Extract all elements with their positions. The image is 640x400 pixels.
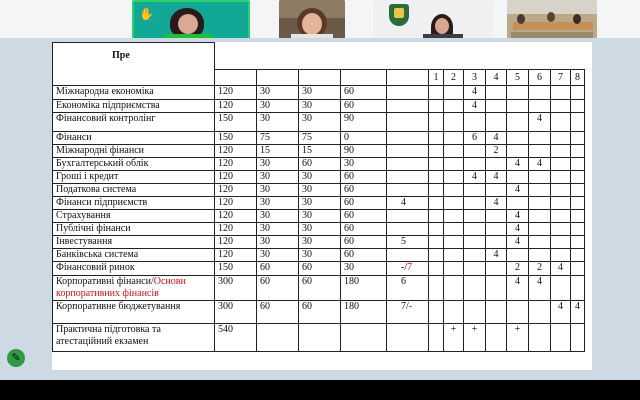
discipline-name: Міжнародні фінанси	[53, 145, 215, 158]
bottom-bar	[0, 380, 640, 400]
hours-cell: 300	[215, 276, 257, 301]
semester-cell: 4	[507, 223, 529, 236]
participant-face-p3	[435, 18, 449, 34]
discipline-name: Інвестування	[53, 236, 215, 249]
semester-cell	[486, 301, 507, 324]
raised-hand-icon: ✋	[139, 7, 154, 21]
semester-cell	[571, 276, 585, 301]
semester-cell	[429, 145, 444, 158]
discipline-name	[53, 276, 215, 301]
semester-cell	[507, 86, 529, 100]
semester-cell	[507, 301, 529, 324]
semester-cell: 4	[571, 301, 585, 324]
hours-cell: 30	[299, 86, 341, 100]
semester-cell	[551, 132, 571, 145]
form-cell-alt: -	[408, 301, 413, 312]
hours-cell: 60	[257, 262, 299, 276]
hours-cell: 75	[257, 132, 299, 145]
semester-cell	[429, 197, 444, 210]
hours-cell: 150	[215, 132, 257, 145]
semester-cell	[571, 249, 585, 262]
semester-cell: 4	[551, 301, 571, 324]
hours-cell: 120	[215, 100, 257, 113]
hours-cell: 75	[299, 132, 341, 145]
hours-cell: 60	[341, 197, 387, 210]
semester-cell	[486, 223, 507, 236]
table-row	[53, 184, 585, 197]
semester-cell	[551, 145, 571, 158]
hours-cell: 30	[257, 197, 299, 210]
semester-cell	[507, 171, 529, 184]
student-3-p4	[573, 14, 581, 24]
form-cell	[387, 113, 429, 132]
semester-cell	[486, 158, 507, 171]
semester-cell: 4	[486, 197, 507, 210]
semester-cell	[486, 100, 507, 113]
hours-cell: 150	[215, 113, 257, 132]
table-row	[53, 262, 585, 276]
semester-cell: 6	[464, 132, 486, 145]
semester-cell	[429, 236, 444, 249]
semester-cell: 4	[529, 113, 551, 132]
semester-cell	[551, 236, 571, 249]
semester-cell	[444, 236, 464, 249]
form-cell: 6	[387, 276, 429, 301]
semester-cell: 2	[507, 262, 529, 276]
semester-cell	[529, 184, 551, 197]
form-cell-part: -/	[401, 262, 408, 273]
table-row	[53, 100, 585, 113]
hours-cell: 60	[341, 100, 387, 113]
semester-cell	[529, 132, 551, 145]
hours-cell: 30	[257, 100, 299, 113]
semester-cell	[444, 86, 464, 100]
semester-cell	[507, 132, 529, 145]
semester-cell	[571, 236, 585, 249]
semester-cell	[529, 145, 551, 158]
discipline-name: Фінанси	[53, 132, 215, 145]
hours-cell: 60	[341, 249, 387, 262]
table-row	[53, 324, 585, 352]
discipline-name: Страхування	[53, 210, 215, 223]
semester-cell	[444, 145, 464, 158]
semester-cell	[464, 236, 486, 249]
semester-cell	[464, 276, 486, 301]
semester-cell	[429, 301, 444, 324]
table-row	[53, 145, 585, 158]
form-cell	[387, 86, 429, 100]
form-cell	[387, 249, 429, 262]
semester-cell	[571, 262, 585, 276]
semester-cell	[486, 262, 507, 276]
table-row	[53, 223, 585, 236]
semester-cell	[571, 223, 585, 236]
semester-cell	[529, 171, 551, 184]
hours-cell: 30	[341, 158, 387, 171]
classroom-desks-p4	[513, 22, 593, 30]
semester-cell	[444, 249, 464, 262]
semester-cell	[464, 145, 486, 158]
semester-cell	[551, 171, 571, 184]
semester-cell	[507, 113, 529, 132]
semester-cell	[507, 197, 529, 210]
hours-cell: 0	[341, 132, 387, 145]
form-cell	[387, 184, 429, 197]
hours-cell: 180	[341, 301, 387, 324]
semester-cell	[444, 158, 464, 171]
semester-cell	[429, 184, 444, 197]
semester-cell	[571, 132, 585, 145]
semester-cell	[551, 223, 571, 236]
table-row	[53, 113, 585, 132]
form-cell-part: 7/	[401, 301, 409, 312]
hours-cell: 300	[215, 301, 257, 324]
semester-header-2: 2	[444, 70, 464, 86]
form-cell	[387, 324, 429, 352]
semester-cell	[429, 113, 444, 132]
hours-cell: 30	[257, 171, 299, 184]
semester-cell	[571, 86, 585, 100]
semester-cell	[444, 132, 464, 145]
form-cell	[387, 262, 429, 276]
semester-cell	[429, 324, 444, 352]
semester-cell: 4	[507, 236, 529, 249]
semester-cell	[529, 86, 551, 100]
semester-header-1: 1	[429, 70, 444, 86]
discipline-name: Банківська система	[53, 249, 215, 262]
semester-cell	[444, 262, 464, 276]
semester-cell	[464, 158, 486, 171]
discipline-name: Корпоративне бюджетування	[53, 301, 215, 324]
presentation-slide	[52, 42, 592, 370]
hours-cell	[299, 324, 341, 352]
semester-cell	[429, 132, 444, 145]
semester-header-5: 5	[507, 70, 529, 86]
semester-cell: 4	[464, 86, 486, 100]
semester-cell: 4	[486, 132, 507, 145]
table-row	[53, 301, 585, 324]
discipline-name: Фінансовий ринок	[53, 262, 215, 276]
hours-cell: 120	[215, 86, 257, 100]
hours-cell: 30	[257, 236, 299, 249]
semester-cell	[444, 276, 464, 301]
header-label: Пре	[112, 50, 130, 62]
semester-cell	[551, 210, 571, 223]
form-cell	[387, 210, 429, 223]
semester-cell	[444, 113, 464, 132]
semester-cell	[507, 145, 529, 158]
edit-button[interactable]	[7, 349, 25, 367]
hours-cell: 60	[299, 301, 341, 324]
discipline-name: Практична підготовка та атестаційний екзамен	[53, 324, 215, 352]
table-row	[53, 210, 585, 223]
form-cell	[387, 100, 429, 113]
semester-cell	[529, 249, 551, 262]
table-row	[53, 171, 585, 184]
semester-cell	[529, 210, 551, 223]
semester-cell	[507, 100, 529, 113]
semester-cell	[429, 100, 444, 113]
hours-cell: 180	[341, 276, 387, 301]
semester-cell	[464, 301, 486, 324]
semester-cell	[429, 223, 444, 236]
semester-cell	[551, 197, 571, 210]
semester-cell	[429, 171, 444, 184]
discipline-name: Фінанси підприємств	[53, 197, 215, 210]
discipline-name: Гроші і кредит	[53, 171, 215, 184]
table-row	[53, 276, 585, 301]
semester-header-8: 8	[571, 70, 585, 86]
semester-cell	[529, 197, 551, 210]
semester-cell	[571, 100, 585, 113]
discipline-name-part: Корпоративні фінанси/	[56, 276, 154, 287]
semester-cell	[486, 113, 507, 132]
semester-cell: 4	[507, 158, 529, 171]
hours-cell: 120	[215, 197, 257, 210]
semester-cell	[571, 158, 585, 171]
semester-cell	[571, 197, 585, 210]
hours-cell: 60	[299, 276, 341, 301]
hours-cell: 60	[257, 276, 299, 301]
semester-cell	[486, 324, 507, 352]
hours-cell: 30	[299, 113, 341, 132]
form-cell	[387, 132, 429, 145]
semester-cell	[551, 86, 571, 100]
hours-cell: 120	[215, 223, 257, 236]
semester-cell	[464, 113, 486, 132]
hours-cell: 120	[215, 210, 257, 223]
hours-cell: 30	[299, 197, 341, 210]
semester-cell: 4	[529, 158, 551, 171]
semester-cell	[444, 100, 464, 113]
hours-cell: 60	[341, 184, 387, 197]
hours-cell: 30	[257, 158, 299, 171]
hours-cell: 60	[299, 262, 341, 276]
form-cell-alt: 7	[407, 262, 413, 273]
hours-cell: 30	[299, 223, 341, 236]
discipline-name: Публічні фінанси	[53, 223, 215, 236]
semester-cell	[464, 262, 486, 276]
semester-cell: 4	[486, 249, 507, 262]
discipline-name-alt: Основи корпоративних фінансів	[56, 276, 186, 299]
table-row	[53, 236, 585, 249]
participant-face-p1	[178, 14, 198, 34]
semester-cell: +	[444, 324, 464, 352]
semester-cell	[486, 86, 507, 100]
semester-cell	[429, 158, 444, 171]
semester-cell	[464, 210, 486, 223]
table-row	[53, 197, 585, 210]
semester-cell	[529, 236, 551, 249]
semester-cell: 4	[486, 171, 507, 184]
hours-cell: 60	[341, 223, 387, 236]
table-row	[53, 86, 585, 100]
discipline-name: Економіка підприємства	[53, 100, 215, 113]
hours-cell: 30	[299, 210, 341, 223]
semester-cell	[551, 276, 571, 301]
semester-cell: 2	[529, 262, 551, 276]
semester-cell	[429, 86, 444, 100]
semester-cell	[444, 171, 464, 184]
hours-cell	[257, 324, 299, 352]
semester-cell	[429, 276, 444, 301]
semester-cell: 2	[486, 145, 507, 158]
hours-cell: 30	[257, 113, 299, 132]
discipline-name: Бухгалтерський облік	[53, 158, 215, 171]
hours-cell: 30	[299, 184, 341, 197]
hours-cell: 120	[215, 158, 257, 171]
semester-cell	[551, 158, 571, 171]
hours-cell: 60	[341, 236, 387, 249]
discipline-name: Податкова система	[53, 184, 215, 197]
semester-cell	[551, 100, 571, 113]
hours-cell: 90	[341, 145, 387, 158]
semester-cell	[444, 184, 464, 197]
semester-cell	[551, 113, 571, 132]
semester-cell: 4	[464, 100, 486, 113]
semester-cell	[529, 324, 551, 352]
hours-cell: 15	[257, 145, 299, 158]
hours-cell: 90	[341, 113, 387, 132]
semester-cell	[429, 262, 444, 276]
student-1-p4	[517, 14, 525, 24]
hours-cell: 60	[341, 210, 387, 223]
student-2-p4	[547, 12, 555, 22]
form-cell	[387, 158, 429, 171]
semester-cell: 4	[529, 276, 551, 301]
semester-cell	[464, 184, 486, 197]
hours-cell: 15	[299, 145, 341, 158]
semester-cell	[464, 197, 486, 210]
form-cell: 5	[387, 236, 429, 249]
semester-cell: 4	[464, 171, 486, 184]
semester-cell	[571, 184, 585, 197]
form-cell	[387, 145, 429, 158]
hours-cell: 60	[299, 158, 341, 171]
hours-cell: 540	[215, 324, 257, 352]
hours-cell: 30	[257, 184, 299, 197]
semester-cell	[464, 223, 486, 236]
form-cell	[387, 301, 429, 324]
hours-cell: 30	[257, 86, 299, 100]
table-row	[53, 158, 585, 171]
semester-cell	[429, 210, 444, 223]
hours-cell: 30	[257, 249, 299, 262]
semester-cell	[444, 210, 464, 223]
semester-cell	[571, 324, 585, 352]
semester-cell	[551, 184, 571, 197]
discipline-name: Міжнародна економіка	[53, 86, 215, 100]
semester-header-7: 7	[551, 70, 571, 86]
hours-cell: 30	[341, 262, 387, 276]
semester-cell	[551, 249, 571, 262]
semester-cell	[429, 249, 444, 262]
hours-cell: 60	[341, 86, 387, 100]
semester-cell	[529, 223, 551, 236]
hours-cell: 30	[299, 171, 341, 184]
semester-cell: +	[507, 324, 529, 352]
participant-face-p2	[302, 13, 322, 35]
header-cell-name	[53, 43, 215, 70]
hours-cell	[341, 324, 387, 352]
curriculum-table	[52, 42, 585, 352]
semester-cell	[486, 236, 507, 249]
semester-cell	[444, 301, 464, 324]
hours-cell: 30	[299, 236, 341, 249]
form-cell	[387, 223, 429, 236]
hours-cell: 120	[215, 236, 257, 249]
hours-cell: 60	[341, 171, 387, 184]
semester-cell	[571, 145, 585, 158]
form-cell	[387, 171, 429, 184]
semester-cell	[529, 100, 551, 113]
semester-cell	[486, 210, 507, 223]
form-cell: 4	[387, 197, 429, 210]
semester-cell: 4	[507, 184, 529, 197]
hours-cell: 60	[257, 301, 299, 324]
semester-cell: 4	[507, 210, 529, 223]
semester-cell: +	[464, 324, 486, 352]
semester-cell	[571, 210, 585, 223]
semester-cell: 4	[507, 276, 529, 301]
semester-cell	[551, 324, 571, 352]
hours-cell: 30	[257, 223, 299, 236]
discipline-name: Фінансовий контролінг	[53, 113, 215, 132]
hours-cell: 120	[215, 171, 257, 184]
crest-emblem-icon	[394, 8, 404, 18]
hours-cell: 30	[299, 100, 341, 113]
semester-cell	[507, 249, 529, 262]
hours-cell: 120	[215, 249, 257, 262]
pencil-icon: ✎	[11, 352, 21, 364]
table-row	[53, 132, 585, 145]
semester-cell	[444, 223, 464, 236]
semester-cell	[486, 276, 507, 301]
semester-header-6: 6	[529, 70, 551, 86]
semester-cell	[571, 171, 585, 184]
semester-header-3: 3	[464, 70, 486, 86]
table-row	[53, 249, 585, 262]
hours-cell: 120	[215, 145, 257, 158]
semester-cell	[486, 184, 507, 197]
semester-cell	[464, 249, 486, 262]
semester-cell: 4	[551, 262, 571, 276]
semester-cell	[444, 197, 464, 210]
hours-cell: 150	[215, 262, 257, 276]
hours-cell: 30	[257, 210, 299, 223]
semester-header-4: 4	[486, 70, 507, 86]
semester-cell	[571, 113, 585, 132]
hours-cell: 120	[215, 184, 257, 197]
hours-cell: 30	[299, 249, 341, 262]
semester-cell	[529, 301, 551, 324]
